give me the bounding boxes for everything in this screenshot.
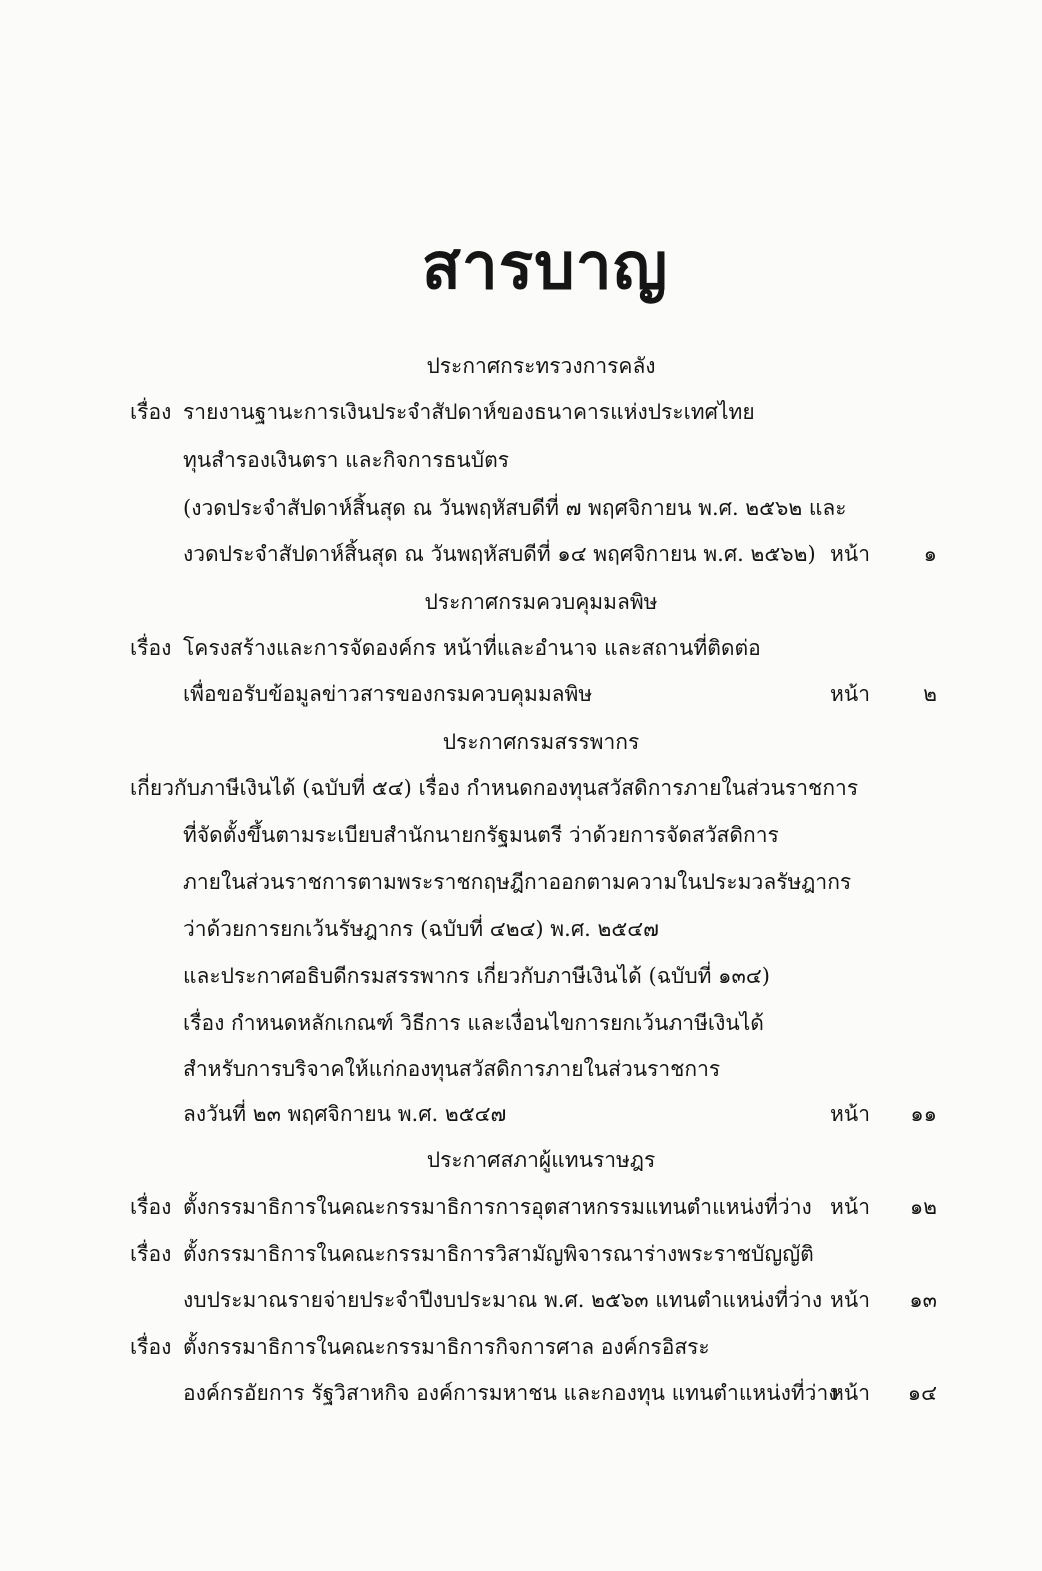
entry-text: ตั้งกรรมาธิการในคณะกรรมาธิการการอุตสาหกรรมแทนตำแหน่งที่ว่าง xyxy=(183,1195,812,1219)
page-word: หน้า xyxy=(830,1381,870,1405)
entry-text: ลงวันที่ ๒๓ พฤศจิกายน พ.ศ. ๒๕๔๗ xyxy=(183,1102,507,1126)
entry-label: เรื่อง xyxy=(130,1242,172,1266)
section-heading-revenue: ประกาศกรมสรรพากร xyxy=(442,730,640,754)
page-word: หน้า xyxy=(830,682,870,706)
entry-label: เรื่อง xyxy=(130,1335,172,1359)
entry-text: งบประมาณรายจ่ายประจำปีงบประมาณ พ.ศ. ๒๕๖๓ แทนตำแหน่งที่ว่าง xyxy=(183,1288,823,1312)
entry-text: สำหรับการบริจาคให้แก่กองทุนสวัสดิการภายในส่วนราชการ xyxy=(183,1057,721,1081)
entry-label: เรื่อง xyxy=(130,1195,172,1219)
entry-text: เพื่อขอรับข้อมูลข่าวสารของกรมควบคุมมลพิษ xyxy=(183,682,593,706)
entry-label: เรื่อง xyxy=(130,636,172,660)
page-number: ๑๑ xyxy=(910,1102,937,1126)
entry-text: โครงสร้างและการจัดองค์กร หน้าที่และอำนาจ และสถานที่ติดต่อ xyxy=(183,636,761,660)
section-heading-parliament: ประกาศสภาผู้แทนราษฎร xyxy=(426,1148,656,1172)
entry-text: ภายในส่วนราชการตามพระราชกฤษฎีกาออกตามความในประมวลรัษฎากร xyxy=(183,870,852,894)
page-word: หน้า xyxy=(830,1195,870,1219)
entry-text: เกี่ยวกับภาษีเงินได้ (ฉบับที่ ๕๔) เรื่อง กำหนดกองทุนสวัสดิการภายในส่วนราชการ xyxy=(130,776,859,800)
page-number: ๑ xyxy=(923,542,937,566)
page-number: ๑๓ xyxy=(909,1288,937,1312)
page-title: สารบาญ xyxy=(421,230,669,304)
entry-text: ทุนสำรองเงินตรา และกิจการธนบัตร xyxy=(183,448,510,472)
section-heading-finance: ประกาศกระทรวงการคลัง xyxy=(426,354,656,378)
entry-text: ว่าด้วยการยกเว้นรัษฎากร (ฉบับที่ ๔๒๔) พ.ศ. ๒๕๔๗ xyxy=(183,917,659,941)
entry-text: องค์กรอัยการ รัฐวิสาหกิจ องค์การมหาชน และกองทุน แทนตำแหน่งที่ว่าง xyxy=(183,1381,839,1405)
entry-text: ตั้งกรรมาธิการในคณะกรรมาธิการกิจการศาล องค์กรอิสระ xyxy=(183,1335,710,1359)
entry-text: ตั้งกรรมาธิการในคณะกรรมาธิการวิสามัญพิจารณาร่างพระราชบัญญัติ xyxy=(183,1242,814,1266)
page-number: ๒ xyxy=(923,682,937,706)
entry-label: เรื่อง xyxy=(130,400,172,424)
entry-text: เรื่อง กำหนดหลักเกณฑ์ วิธีการ และเงื่อนไขการยกเว้นภาษีเงินได้ xyxy=(183,1011,764,1035)
entry-text: งวดประจำสัปดาห์สิ้นสุด ณ วันพฤหัสบดีที่ ๑๔ พฤศจิกายน พ.ศ. ๒๕๖๒) xyxy=(183,542,816,566)
page-number: ๑๔ xyxy=(907,1381,937,1405)
page-word: หน้า xyxy=(830,542,870,566)
entry-text: ที่จัดตั้งขึ้นตามระเบียบสำนักนายกรัฐมนตรี ว่าด้วยการจัดสวัสดิการ xyxy=(183,823,779,847)
entry-text: และประกาศอธิบดีกรมสรรพากร เกี่ยวกับภาษีเงินได้ (ฉบับที่ ๑๓๔) xyxy=(183,964,770,988)
entry-text: (งวดประจำสัปดาห์สิ้นสุด ณ วันพฤหัสบดีที่ ๗ พฤศจิกายน พ.ศ. ๒๕๖๒ และ xyxy=(183,496,847,520)
page-number: ๑๒ xyxy=(909,1195,937,1219)
page-word: หน้า xyxy=(830,1102,870,1126)
page-word: หน้า xyxy=(830,1288,870,1312)
entry-text: รายงานฐานะการเงินประจำสัปดาห์ของธนาคารแห่งประเทศไทย xyxy=(183,400,755,424)
section-heading-pollution: ประกาศกรมควบคุมมลพิษ xyxy=(424,590,658,614)
